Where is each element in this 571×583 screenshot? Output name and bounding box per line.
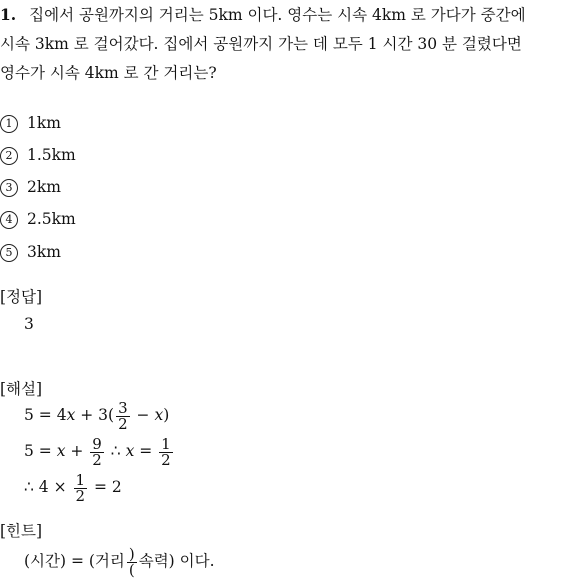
option-text: 1.5km [27,146,76,164]
explanation-equation-1: 5 = 4x + 3( $\frac{3}{2}$ − x) [24,398,170,433]
option-text: 2km [27,178,61,196]
question-number: 1. [0,5,17,24]
option-marker-icon: 4 [0,211,18,229]
question-line-3: 영수가 시속 4km 로 간 거리는? [0,64,217,82]
option-text: 2.5km [27,210,76,228]
option-1 [0,112,61,134]
option-marker-icon: 1 [0,115,18,133]
fraction: $\frac{3}{2}$ [118,398,128,433]
hint-label: [힌트] [0,522,43,540]
hint-formula: (시간) = (거리 $\frac{)}{(}$ 속력) 이다. [24,544,215,579]
fraction: $\frac{1}{2}$ [161,434,171,469]
option-5 [0,241,61,263]
explanation-label: [해설] [0,380,43,398]
hint-fraction: $\frac{)}{(}$ [128,544,135,579]
option-3 [0,176,61,198]
option-marker-icon: 5 [0,244,18,262]
answer-value: 3 [24,315,34,333]
answer-label: [정답] [0,288,43,306]
question-text-1: 집에서 공원까지의 거리는 5km 이다. 영수는 시속 4km 로 가다가 중간에 [29,6,526,24]
fraction: $\frac{1}{2}$ [75,470,86,505]
option-2 [0,144,76,166]
explanation-equation-3: ∴ 4 × $\frac{1}{2}$ = 2 [24,470,122,505]
option-4 [0,208,76,230]
option-text: 1km [27,114,61,132]
option-text: 3km [27,243,61,261]
question-line-2: 시속 3km 로 걸어갔다. 집에서 공원까지 가는 데 모두 1 시간 30 분 걸렸다면 [0,35,522,53]
option-marker-icon: 3 [0,179,18,197]
fraction: $\frac{9}{2}$ [92,434,102,469]
explanation-equation-2: 5 = x + $\frac{9}{2}$ ∴ x = $\frac{1}{2}$ [24,434,171,469]
option-marker-icon: 2 [0,147,18,165]
question-line-1 [0,4,526,26]
